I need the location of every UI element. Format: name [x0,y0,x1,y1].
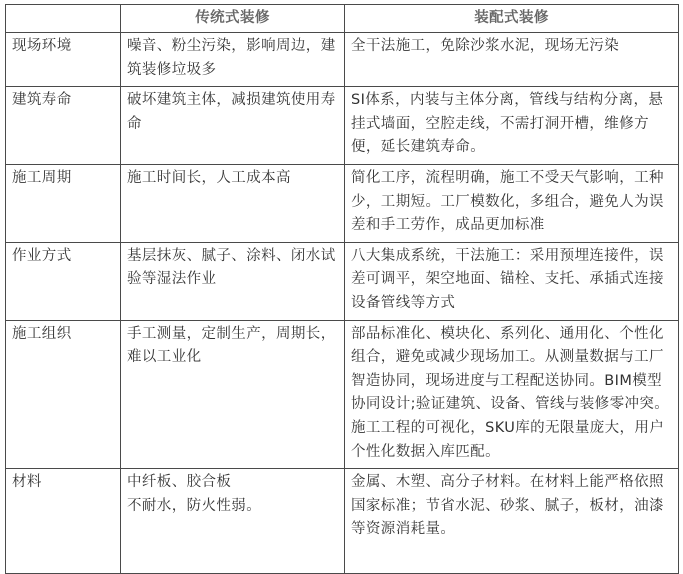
prefab-cell: 简化工序，流程明确，施工不受天气影响，工种少，工期短。工厂模数化，多组合，避免人为误差和手工劳作，成品更加标准 [345,164,679,242]
table-wrapper [5,4,679,574]
table-row [6,320,679,469]
traditional-cell: 手工测量，定制生产，周期长，难以工业化 [121,320,345,469]
traditional-cell: 破坏建筑主体，减损建筑使用寿命 [121,87,345,165]
traditional-cell: 基层抹灰、腻子、涂料、闭水试验等湿法作业 [121,242,345,320]
prefab-cell: 全干法施工，免除沙浆水泥，现场无污染 [345,33,679,87]
prefab-cell: 部品标准化、模块化、系列化、通用化、个性化组合，避免或减少现场加工。从测量数据与工厂智造协同，现场进度与工程配送协同。BIM模型协同设计;验证建筑、设备、管线与装修零冲突。施工工程的可视化，SKU库的无限量庞大，用户个性化数据入库匹配。 [345,320,679,469]
traditional-cell: 噪音、粉尘污染，影响周边，建筑装修垃圾多 [121,33,345,87]
row-label: 现场环境 [6,33,121,87]
header-traditional: 传统式装修 [121,5,345,33]
table-row [6,164,679,242]
traditional-cell: 施工时间长，人工成本高 [121,164,345,242]
row-label: 施工周期 [6,164,121,242]
traditional-cell [121,469,345,574]
row-label: 施工组织 [6,320,121,469]
comparison-table [5,4,679,574]
traditional-line: 不耐水，防火性弱。 [127,497,262,514]
row-label: 建筑寿命 [6,87,121,165]
traditional-line: 中纤板、胶合板 [127,474,232,491]
table-header-row [6,5,679,33]
row-label: 材料 [6,469,121,574]
prefab-cell: SI体系，内装与主体分离，管线与结构分离，悬挂式墙面，空腔走线，不需打洞开槽，维修方便，延长建筑寿命。 [345,87,679,165]
row-label: 作业方式 [6,242,121,320]
prefab-cell: 八大集成系统，干法施工：采用预埋连接件，误差可调平，架空地面、锚栓、支托、承插式连接设备管线等方式 [345,242,679,320]
table-row [6,33,679,87]
header-empty-cell [6,5,121,33]
table-row [6,242,679,320]
table-row [6,87,679,165]
table-row [6,469,679,574]
header-prefab: 装配式装修 [345,5,679,33]
prefab-cell: 金属、木塑、高分子材料。在材料上能严格依照国家标准；节省水泥、砂浆、腻子，板材，油漆等资源消耗量。 [345,469,679,574]
